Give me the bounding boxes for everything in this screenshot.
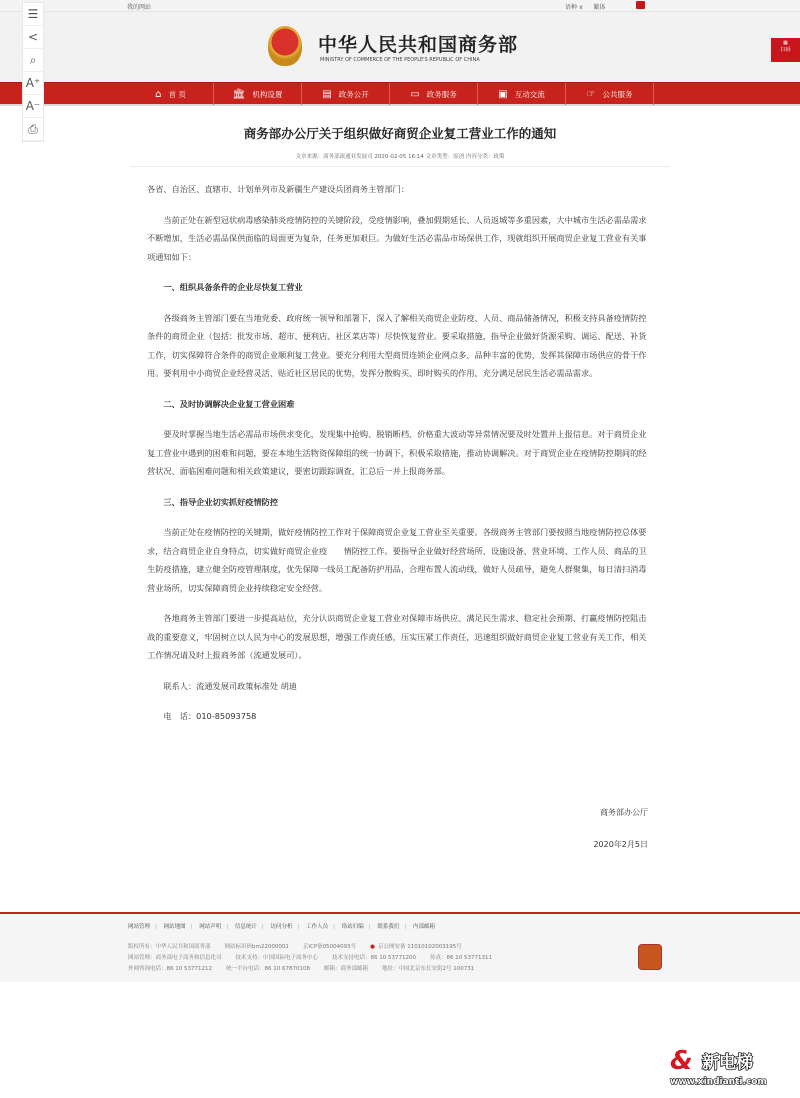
footer-links: 网站管理 | 网站地图 | 网站声明 | 信息统计 | 访问分析 | 工作人员 | 络站归编 | 联系我们 | 内部邮箱 bbox=[128, 924, 436, 930]
salutation: 各省、自治区、直辖市、计划单列市及新疆生产建设兵团商务主管部门： bbox=[147, 184, 410, 194]
signature-block bbox=[593, 797, 648, 861]
paragraph: 各地商务主管部门要进一步提高站位，充分认识商贸企业复工营业对保障市场供应、满足民生需求、稳定社会预期、打赢疫情防控阻击战的重要意义，牢固树立以人民为中心的发展思想，增强工作责任感，压实压紧工作责任，迅速组织做好商贸企业复工营业有关工作，相关工作情况请及时上报商务部（流通发展司）。 bbox=[147, 613, 647, 660]
side-toolbar bbox=[22, 2, 44, 142]
main-nav bbox=[0, 82, 800, 104]
section-heading: 三、指导企业切实抓好疫情防控 bbox=[163, 496, 279, 507]
footer bbox=[0, 912, 800, 982]
document-icon: ▤ bbox=[322, 88, 332, 100]
nav-gov-services[interactable]: ▭ 政务服务 bbox=[390, 83, 478, 105]
contact: 联系人：流通发展司政策标准处 胡迪 bbox=[163, 680, 297, 691]
mobile-icon[interactable] bbox=[636, 1, 645, 9]
watermark: & 新电梯 www.xindianti.com bbox=[670, 1046, 767, 1087]
footer-link[interactable]: 信息统计 bbox=[234, 924, 257, 930]
paragraph: 当前正处在新型冠状病毒感染肺炎疫情防控的关键阶段，受疫情影响，叠加假期延长、人员返城等多重因素，大中城市生活必需品需求不断增加，生活必需品保供面临的局面更为复杂，任务更加艰巨。为做好生活必需品市场保供工作，现就组织开展商贸企业复工营业有关事项通知如下： bbox=[147, 214, 647, 262]
nav-public-services[interactable]: ☞ 公共服务 bbox=[566, 83, 654, 105]
nav-organization[interactable]: 🏛 机构设置 bbox=[214, 83, 302, 105]
footer-link[interactable]: 内部邮箱 bbox=[413, 924, 436, 930]
font-decrease-icon[interactable]: A⁻ bbox=[23, 95, 43, 118]
signer: 商务部办公厅 bbox=[600, 808, 648, 817]
hand-icon: ☞ bbox=[586, 88, 596, 100]
police-badge-icon: ● bbox=[370, 944, 375, 950]
site-subtitle: MINISTRY OF COMMERCE OF THE PEOPLE'S REPUBLIC OF CHINA bbox=[320, 57, 480, 63]
footer-link[interactable]: 网站地图 bbox=[163, 924, 186, 930]
section-heading: 二、及时协调解决企业复工营业困难 bbox=[163, 398, 295, 409]
search-doc-icon[interactable]: ⌕ bbox=[23, 49, 43, 72]
watermark-logo-icon: & bbox=[670, 1046, 693, 1076]
footer-link[interactable]: 联系我们 bbox=[377, 924, 400, 930]
paragraph: 要及时掌握当地生活必需品市场供求变化，发现集中抢购、脱销断档、价格重大波动等异常情况要及时处置并上报信息。对于商贸企业复工营业中遇到的困难和问题，要在本地生活物资保障组的统一协调下，积极采取措施，推动协调解决。对于商贸企业在疫情防控期间的经营状况、面临困难问题和相关政策建议，要密切跟踪调查，汇总后一并上报商务部。 bbox=[147, 429, 647, 476]
my-site-link[interactable]: 我的网站 bbox=[127, 4, 152, 11]
phone: 电 话：010-85093758 bbox=[163, 711, 257, 721]
nav-interaction[interactable]: ▣ 互动交流 bbox=[478, 83, 566, 105]
nav-home[interactable]: ⌂ 首 页 bbox=[128, 83, 214, 105]
print-icon[interactable]: ⎙ bbox=[23, 118, 43, 141]
monitor-icon: ▭ bbox=[410, 88, 420, 100]
qr-icon: ▦ bbox=[783, 40, 788, 46]
footer-info: 版权所有：中华人民共和国商务部 网站标识码bm22000001 京ICP备05004093号 ● 京公网安备 11010102003195号 网站管理：商务部电子商务和信息化司 技术支持：中国国际电子商务中心 技术支持电话：86 10 53771200 传真：86 10 53771311 外网咨询电话：86 10 53771212 统一平台电话：86 10 67870108 邮箱：商务部邮箱 地址：中国北京东长安街2号 100731 bbox=[128, 944, 493, 972]
site-title[interactable]: 中华人民共和国商务部 bbox=[318, 34, 519, 56]
national-emblem-icon bbox=[268, 26, 302, 66]
traditional-link[interactable]: 繁体 bbox=[593, 4, 606, 11]
chat-icon: ▣ bbox=[498, 88, 508, 100]
language-select[interactable]: 语种 ∨ bbox=[565, 4, 584, 11]
footer-link[interactable]: 网站管理 bbox=[128, 924, 151, 930]
date: 2020年2月5日 bbox=[593, 840, 648, 849]
qr-code-button[interactable]: ▦ 扫码 bbox=[771, 38, 800, 62]
article-body bbox=[147, 180, 652, 738]
paragraph: 各级商务主管部门要在当地党委、政府统一领导和部署下，深入了解相关商贸企业防疫、人员、商品储备情况，积极支持具备疫情防控条件的商贸企业（包括：批发市场、超市、便利店、社区菜店等）尽快恢复营业。要采取措施，指导企业做好货源采购、调运、配送、补货工作，切实保障符合条件的商贸企业顺利复工营业。要充分利用大型商贸连锁企业网点多、品种丰富的优势，发挥其保障市场供应的骨干作用。要利用中小商贸企业经营灵活、贴近社区居民的优势，发挥分散购买、即时购买的作用，充分满足居民生活必需品需求。 bbox=[147, 312, 647, 378]
paragraph: 当前正处在疫情防控的关键期，做好疫情防控工作对于保障商贸企业复工营业至关重要。各级商务主管部门要按照当地疫情防控总体要求，结合商贸企业自身特点，切实做好商贸企业疫 情防控工作。要指导企业做好经营场所、设施设备、营业环境、工作人员、商品的卫生防疫措施，建立健全防疫管理制度，优先保障一线员工配备防护用品，合理布置人流动线，做好人员疏导，避免人群聚集，每日清扫消毒营业场所，切实保障商贸企业持续稳定安全经营。 bbox=[147, 527, 647, 593]
gov-site-badge-icon[interactable] bbox=[638, 944, 662, 970]
font-increase-icon[interactable]: A⁺ bbox=[23, 72, 43, 95]
share-icon[interactable]: < bbox=[23, 26, 43, 49]
site-header bbox=[0, 12, 800, 82]
article-title: 商务部办公厅关于组织做好商贸企业复工营业工作的通知 bbox=[243, 126, 557, 141]
building-icon: 🏛 bbox=[232, 88, 246, 100]
top-bar bbox=[0, 0, 800, 12]
section-heading: 一、组织具备条件的企业尽快复工营业 bbox=[163, 282, 303, 292]
footer-link[interactable]: 网站声明 bbox=[199, 924, 222, 930]
home-icon: ⌂ bbox=[155, 88, 162, 100]
nav-gov-affairs[interactable]: ▤ 政务公开 bbox=[302, 83, 390, 105]
footer-link[interactable]: 工作人员 bbox=[306, 924, 329, 930]
article-meta: 文章来源：商务部流通业发展司 2020-02-05 16:14 文章类型：原创 内容分类：政策 bbox=[130, 152, 670, 167]
footer-link[interactable]: 访问分析 bbox=[270, 924, 293, 930]
list-icon[interactable]: ☰ bbox=[23, 3, 43, 26]
footer-link[interactable]: 络站归编 bbox=[341, 924, 364, 930]
